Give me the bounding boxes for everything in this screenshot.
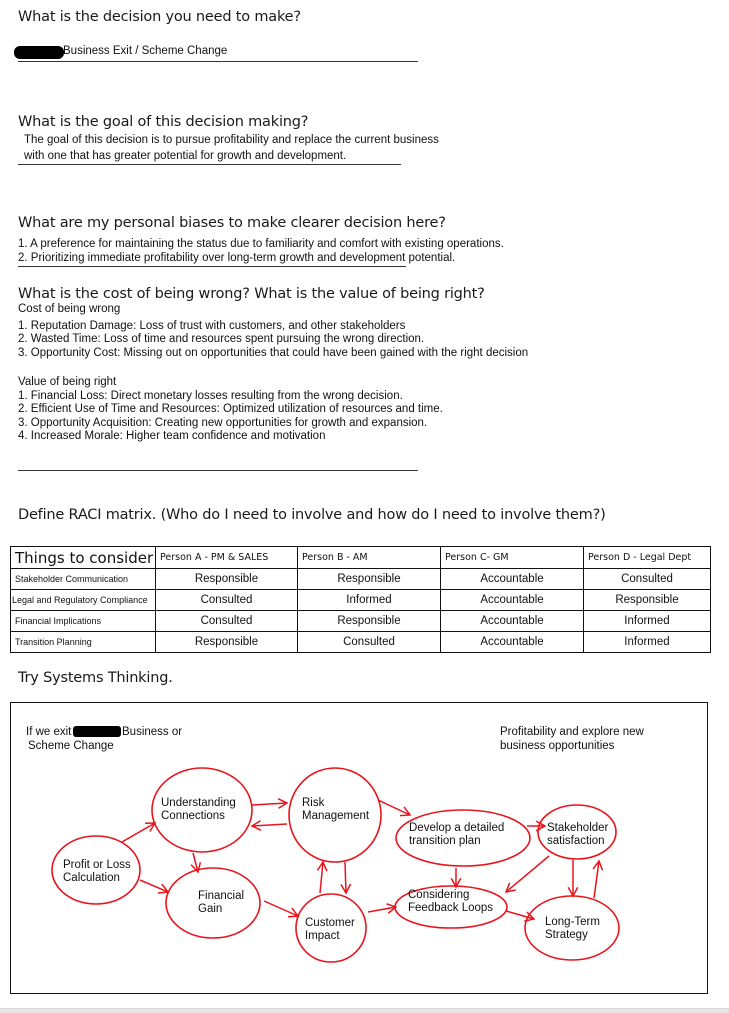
raci-cell: Accountable [441,590,584,611]
edge-stakeholder-to-feedback [506,856,549,892]
goal-line-1: The goal of this decision is to pursue profitability and replace the current business [24,134,439,146]
cost-item-1: 1. Reputation Damage: Loss of trust with customers, and other stakeholders [18,320,406,332]
bias-item-1: 1. A preference for maintaining the status due to familiarity and comfort with existing operations. [18,238,504,250]
premise-prefix: If we exit [26,726,72,738]
raci-cell: Responsible [156,569,298,590]
raci-cell: Accountable [441,569,584,590]
raci-heading: Define RACI matrix. (Who do I need to involve and how do I need to involve them?) [18,507,606,523]
raci-cell: Informed [584,632,711,653]
raci-cell: Responsible [156,632,298,653]
node-label-line: transition plan [409,835,481,847]
node-label [302,797,369,823]
raci-row-label: Financial Implications [11,611,156,632]
raci-cell: Responsible [298,569,441,590]
node-label-line: Financial [198,890,245,902]
bias-item-2: 2. Prioritizing immediate profitability over long-term growth and development potential. [18,252,456,264]
node-label [161,797,236,823]
edge-understanding-to-risk [252,803,287,805]
premise-line-2: Scheme Change [28,740,114,752]
raci-row-label: Stakeholder Communication [11,569,156,590]
biases-heading: What are my personal biases to make clearer decision here? [18,215,446,231]
goal-line-2: with one that has greater potential for growth and development. [24,150,347,162]
node-label-line: Gain [198,903,223,915]
decision-answer: Business Exit / Scheme Change [63,45,228,57]
raci-cell: Informed [298,590,441,611]
value-title: Value of being right [18,376,117,388]
node-label-line: Profit or Loss [63,859,131,871]
node-label-line: satisfaction [547,835,605,847]
decision-heading: What is the decision you need to make? [18,9,301,25]
node-label [409,822,504,848]
node-label-line: Risk [302,797,325,809]
cost-item-2: 2. Wasted Time: Loss of time and resources spent pursuing the wrong direction. [18,333,425,345]
node-label-line: Long-Term [545,916,600,928]
edge-profit-loss-to-understanding [122,823,155,842]
raci-col-header: Person D - Legal Dept [584,547,711,569]
edge-risk-to-customer [345,862,346,893]
node-label-line: Stakeholder [547,822,609,834]
node-label [547,822,608,848]
raci-cell: Accountable [441,611,584,632]
edge-risk-to-understanding [252,824,287,826]
raci-col-header: Person B - AM [298,547,441,569]
node-label-line: Develop a detailed [409,822,505,834]
value-item-3: 3. Opportunity Acquisition: Creating new opportunities for growth and expansion. [18,417,428,429]
raci-cell: Responsible [584,590,711,611]
premise-suffix: Business or [122,726,183,738]
raci-cell: Consulted [156,590,298,611]
outcome-line-2: business opportunities [500,740,615,752]
node-label-line: Strategy [545,929,588,941]
goal-heading: What is the goal of this decision making? [18,114,309,130]
systems-heading: Try Systems Thinking. [18,670,173,686]
raci-cell: Accountable [441,632,584,653]
node-label-line: Considering [408,889,470,901]
node-label-line: Impact [305,930,340,942]
raci-cell: Consulted [584,569,711,590]
node-label [63,859,131,885]
value-item-2: 2. Efficient Use of Time and Resources: Optimized utilization of resources and time. [18,403,443,415]
cost-value-heading: What is the cost of being wrong? What is the value of being right? [18,286,485,302]
raci-col-header: Person A - PM & SALES [156,547,298,569]
cost-item-3: 3. Opportunity Cost: Missing out on opportunities that could have been gained with the right decision [18,347,529,359]
raci-row-label: Legal and Regulatory Compliance [11,590,156,611]
node-label [198,890,244,916]
node-label-line: Feedback Loops [408,902,494,914]
value-item-1: 1. Financial Loss: Direct monetary losses resulting from the wrong decision. [18,390,403,402]
node-label [408,889,493,915]
page-bottom-edge [0,1008,729,1013]
raci-cell: Responsible [298,611,441,632]
node-label-line: Calculation [63,872,120,884]
node-label-line: Management [302,810,370,822]
node-label-line: Understanding [161,797,236,809]
value-item-4: 4. Increased Morale: Higher team confidence and motivation [18,430,326,442]
raci-cell: Informed [584,611,711,632]
node-label [545,916,600,942]
raci-cell: Consulted [298,632,441,653]
raci-col-header: Things to consider [11,547,156,569]
outcome-line-1: Profitability and explore new [500,726,644,738]
node-label [305,917,355,943]
node-label-line: Customer [305,917,355,929]
cost-title: Cost of being wrong [18,303,121,315]
raci-col-header: Person C- GM [441,547,584,569]
raci-row-label: Transition Planning [11,632,156,653]
raci-cell: Consulted [156,611,298,632]
node-label-line: Connections [161,810,225,822]
